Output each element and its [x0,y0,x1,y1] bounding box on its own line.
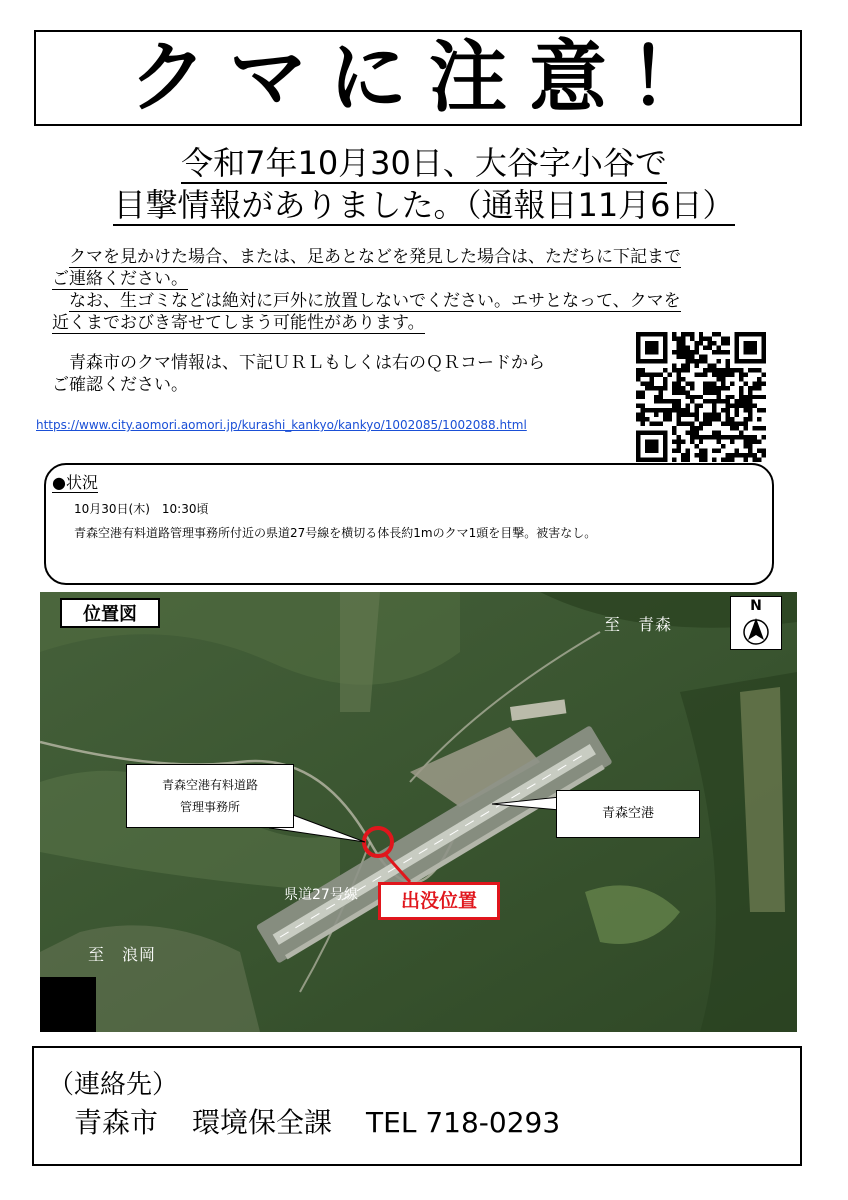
direction-aomori: 至 青森 [604,615,673,634]
redaction-block [40,977,96,1032]
notice-paragraph-1 [52,246,764,290]
headline-line-2-text: 目撃情報がありました。（通報日11月6日） [113,186,735,224]
airport-callout: 青森空港 [556,790,700,838]
contact-city: 青森市 [74,1106,159,1139]
notice-2-line-2: 近くまでおびき寄せてしまう可能性があります。 [52,313,425,333]
office-callout-line-1: 青森空港有料道路 [161,778,258,792]
contact-phone: TEL 718-0293 [366,1106,561,1139]
notice-1-line-2: ご連絡ください。 [52,269,188,289]
qr-code-icon[interactable] [636,332,766,462]
notice-1-line-1: クマを見かけた場合、または、足あとなどを発見した場合は、ただちに下記まで [69,247,681,267]
status-heading: ●状況 [52,473,98,492]
contact-heading: （連絡先） [48,1070,179,1100]
road-label: 県道27号線 [284,887,358,903]
contact-department: 環境保全課 [192,1106,333,1139]
info-paragraph [52,352,612,396]
notice-paragraph-2 [52,290,764,334]
page-title: クマに注意！ [128,33,729,123]
headline-line-1 [0,144,848,182]
title-box [34,30,802,126]
map-title: 位置図 [60,598,160,628]
status-detail: 青森空港有料道路管理事務所付近の県道27号線を横切る体長約1mのクマ1頭を目撃。被害なし。 [74,526,597,540]
headline-line-2 [0,186,848,224]
info-line-1: 青森市のクマ情報は、下記ＵＲＬもしくは右のＱＲコードから [69,353,545,373]
info-line-2: ご確認ください。 [52,375,188,395]
contact-line [74,1106,560,1140]
office-callout [126,764,294,828]
headline-line-1-text: 令和7年10月30日、大谷字小谷で [181,144,667,182]
status-date: 10月30日(木) 10:30頃 [74,502,209,516]
info-url-link[interactable]: https://www.city.aomori.aomori.jp/kurashi_kankyo/kankyo/1002085/1002088.html [36,418,527,432]
north-label: N [750,598,762,614]
sighting-location-label: 出没位置 [378,882,500,920]
direction-namioka: 至 浪岡 [88,945,157,964]
office-callout-line-2: 管理事務所 [179,800,240,814]
notice-2-line-1: なお、生ゴミなどは絶対に戸外に放置しないでください。エサとなって、クマを [69,291,681,311]
